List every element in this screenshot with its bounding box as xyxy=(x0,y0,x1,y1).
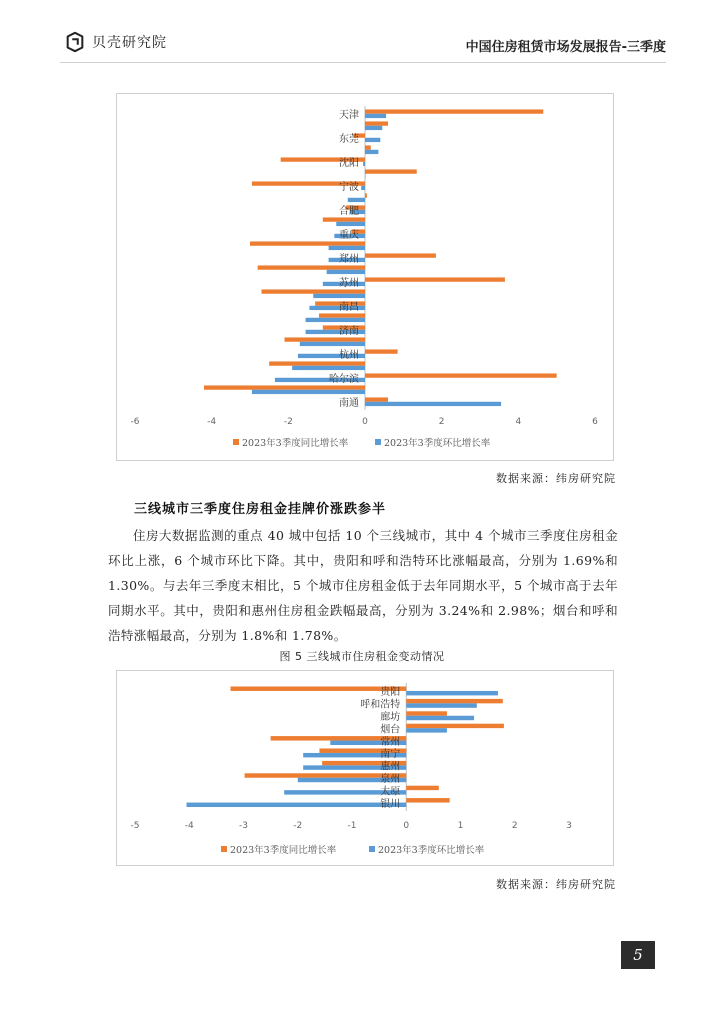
chart-1-legend-label-0: 2023年3季度同比增长率 xyxy=(242,438,349,449)
chart-1-category-label-24: 南通 xyxy=(339,398,359,409)
chart-1-x-tick-5: 4 xyxy=(515,417,522,427)
chart-2-x-tick-3: -2 xyxy=(293,821,303,831)
logo-text: 贝壳研究院 xyxy=(92,35,167,51)
chart-1-category-label-10: 重庆 xyxy=(339,230,359,241)
chart-1-bar-s1-15 xyxy=(262,289,366,293)
chart-1-bar-s2-7 xyxy=(348,198,365,202)
chart-2-x-tick-6: 1 xyxy=(457,821,464,831)
chart-2-bar-s2-9 xyxy=(187,803,407,807)
chart-1-bar-s1-21 xyxy=(269,361,365,365)
chart-1-bar-s1-1 xyxy=(365,121,388,125)
chart-1-bar-s1-7 xyxy=(365,193,367,197)
section-title: 三线城市三季度住房租金挂牌价涨跌参半 xyxy=(134,502,387,517)
chart-1-bar-s1-11 xyxy=(250,241,365,245)
chart-2-frame xyxy=(116,670,614,866)
chart-2-category-label-0: 贵阳 xyxy=(380,687,401,699)
chart-1-bar-s1-3 xyxy=(365,145,371,149)
chart-2-category-label-1: 呼和浩特 xyxy=(360,699,401,711)
chart-1-bar-s2-3 xyxy=(365,150,378,154)
chart-1-bar-s2-0 xyxy=(365,114,386,118)
chart-1-bar-s2-17 xyxy=(306,318,365,322)
chart-1-bar-s2-23 xyxy=(252,390,365,394)
chart-1-bar-s1-9 xyxy=(323,217,365,221)
chart-2-x-tick-0: -5 xyxy=(130,821,140,831)
chart-1-bar-s1-12 xyxy=(365,253,436,257)
chart-2-legend-label-0: 2023年3季度同比增长率 xyxy=(230,845,337,856)
chart-2 xyxy=(117,671,613,865)
chart-1-category-label-16: 南昌 xyxy=(339,302,359,313)
header-divider xyxy=(60,62,666,63)
chart-1-bar-s1-14 xyxy=(365,277,505,281)
chart-2-category-label-6: 惠州 xyxy=(380,761,401,773)
chart-1-x-tick-2: -2 xyxy=(283,417,293,427)
source-1: 数据来源：纬房研究院 xyxy=(496,472,616,485)
chart-2-bar-s1-8 xyxy=(406,786,439,790)
chart-1-bar-s1-24 xyxy=(365,397,388,401)
chart-1-legend-swatch-1 xyxy=(375,439,381,445)
chart-1-frame xyxy=(116,93,614,461)
chart-2-x-tick-8: 3 xyxy=(566,821,572,831)
page-number: 5 xyxy=(633,946,643,964)
chart-2-x-tick-4: -1 xyxy=(347,821,357,831)
chart-1-bar-s2-24 xyxy=(365,402,501,406)
chart-1-bar-s2-2 xyxy=(365,138,380,142)
chart-1-x-tick-1: -4 xyxy=(207,417,217,427)
chart-2-category-label-4: 常州 xyxy=(380,736,401,748)
chart-1-bar-s1-22 xyxy=(365,373,557,377)
chart-2-bar-s1-1 xyxy=(406,699,503,703)
logo xyxy=(64,31,167,53)
chart-2-x-tick-5: 0 xyxy=(403,821,410,831)
chart-1-legend-label-1: 2023年3季度环比增长率 xyxy=(384,438,491,449)
chart-2-category-label-7: 泉州 xyxy=(380,774,401,785)
body-paragraph: 住房大数据监测的重点 40 城中包括 10 个三线城市，其中 4 个城市三季度住房租金环比上涨，6 个城市环比下降。其中，贵阳和呼和浩特环比涨幅最高，分别为 1.69%和 1.30%。与去年三季度末相比，5 个城市住房租金低于去年同期水平，5 个城市高于去年同期水平。其中，贵阳和惠州住房租金跌幅最高，分别为 3.24%和 2.98%；烟台和呼和浩特涨幅最高，分别为 1.8%和 1.78%。 xyxy=(108,528,618,643)
chart-1-bar-s1-5 xyxy=(365,169,417,173)
source-2: 数据来源：纬房研究院 xyxy=(496,878,616,891)
chart-2-category-label-5: 南宁 xyxy=(380,749,401,761)
chart-1-bar-s1-0 xyxy=(365,109,543,113)
chart-2-bar-s2-0 xyxy=(406,691,498,695)
chart-1-bar-s2-1 xyxy=(365,126,382,130)
chart-1-category-label-0: 天津 xyxy=(339,110,359,121)
chart-2-bar-s2-3 xyxy=(406,728,447,732)
chart-1-category-label-4: 沈阳 xyxy=(339,158,359,169)
chart-1-bar-s2-13 xyxy=(327,270,365,274)
shell-logo-icon xyxy=(64,31,86,53)
chart-2-category-label-8: 太原 xyxy=(380,786,401,798)
chart-1-bar-s1-19 xyxy=(285,337,366,341)
chart-1-bar-s2-15 xyxy=(313,294,365,298)
chart-2-legend-swatch-0 xyxy=(221,846,227,852)
chart-2-bar-s1-9 xyxy=(406,798,449,802)
chart-1-bar-s1-13 xyxy=(258,265,365,269)
chart-1-x-tick-4: 2 xyxy=(438,417,445,427)
chart-1-bar-s1-20 xyxy=(365,349,398,353)
chart-1-x-tick-0: -6 xyxy=(130,417,140,427)
chart-1-legend-swatch-0 xyxy=(233,439,239,445)
chart-2-x-tick-2: -3 xyxy=(239,821,248,831)
chart-1-bar-s2-6 xyxy=(361,186,365,190)
chart-2-category-label-3: 烟台 xyxy=(380,724,401,736)
chart-1-x-tick-6: 6 xyxy=(592,417,598,427)
chart-2-category-label-2: 廊坊 xyxy=(380,712,401,723)
chart-2-legend-swatch-1 xyxy=(369,846,375,852)
chart-1-category-label-18: 济南 xyxy=(339,326,359,337)
chart-1-bar-s1-23 xyxy=(204,385,365,389)
chart-1-bar-s2-4 xyxy=(363,162,365,166)
figure-caption: 图 5 三线城市住房租金变动情况 xyxy=(279,650,445,663)
chart-1-bar-s2-19 xyxy=(300,342,365,346)
chart-1-category-label-6: 宁波 xyxy=(339,182,359,193)
chart-1-category-label-14: 苏州 xyxy=(339,278,359,289)
report-title: 中国住房租赁市场发展报告-三季度 xyxy=(465,40,666,55)
chart-1-category-label-20: 杭州 xyxy=(339,350,359,361)
chart-1-category-label-12: 郑州 xyxy=(339,254,359,265)
chart-1-bar-s2-5 xyxy=(365,174,366,178)
chart-1-category-label-22: 哈尔滨 xyxy=(329,374,359,385)
chart-1-category-label-8: 合肥 xyxy=(339,206,359,217)
chart-1-bar-s2-9 xyxy=(336,222,365,226)
chart-1-bar-s1-17 xyxy=(319,313,365,317)
chart-2-bar-s2-2 xyxy=(406,716,474,720)
chart-2-bar-s1-3 xyxy=(406,724,504,728)
chart-1-bar-s2-11 xyxy=(329,246,365,250)
chart-2-legend-label-1: 2023年3季度环比增长率 xyxy=(378,845,485,856)
chart-2-x-tick-1: -4 xyxy=(184,821,194,831)
chart-2-x-tick-7: 2 xyxy=(511,821,518,831)
chart-1-bar-s2-21 xyxy=(292,366,365,370)
chart-2-bar-s2-1 xyxy=(406,703,477,707)
chart-1-category-label-2: 东莞 xyxy=(339,134,359,145)
chart-2-bar-s1-2 xyxy=(406,711,447,715)
chart-1 xyxy=(117,94,613,460)
chart-1-x-tick-3: 0 xyxy=(362,417,368,427)
chart-2-category-label-9: 银川 xyxy=(380,798,401,810)
